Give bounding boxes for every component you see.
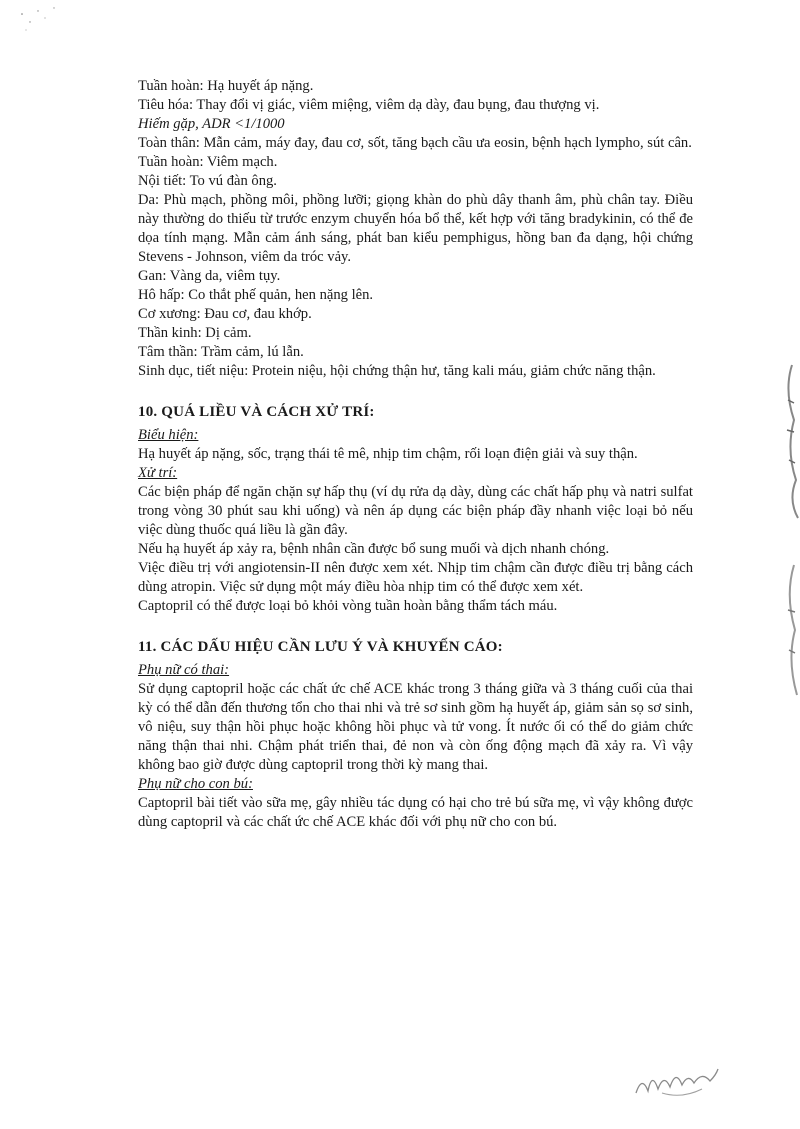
- handwritten-signature: [632, 1063, 722, 1103]
- section-11-title: 11. CÁC DẤU HIỆU CẦN LƯU Ý VÀ KHUYẾN CÁO:: [138, 639, 503, 655]
- section-10-treatment-para: Các biện pháp để ngăn chặn sự hấp thụ (ví dụ rửa dạ dày, dùng các chất hấp phụ và natri sulfat trong vòng 30 phút sau khi uống) và nên áp dụng các biện pháp đầy nhanh việc loại bỏ nếu việc dùng thuốc quá liều là gần đây.: [138, 484, 693, 538]
- section-10-treatment-para: Captopril có thể được loại bỏ khỏi vòng tuần hoàn bằng thẩm tách máu.: [138, 598, 558, 614]
- rare-heading: Hiếm gặp, ADR <1/1000: [138, 116, 285, 132]
- rare-item-skin: Da: Phù mạch, phồng môi, phồng lưỡi; giọng khàn do phù dây thanh âm, phù chân tay. Điều này thường do thiếu từ trước enzym chuyển hóa bổ thể, kết hợp với tăng bradykinin, có thể đe dọa tính mạng. Mẫn cảm ánh sáng, phát ban kiểu pemphigus, hồng ban đa dạng, hội chứng Stevens - Johnson, viêm da tróc vảy.: [138, 192, 693, 265]
- edge-binding-mark-top: [770, 360, 800, 520]
- section-10-symptoms-text: Hạ huyết áp nặng, sốc, trạng thái tê mê, nhịp tim chậm, rối loạn điện giải và suy thận.: [138, 446, 638, 462]
- section-11-sub-breastfeeding: Phụ nữ cho con bú:: [138, 776, 253, 792]
- rare-item-musculoskeletal: Cơ xương: Đau cơ, đau khớp.: [138, 306, 312, 322]
- rare-item-endocrine: Nội tiết: To vú đàn ông.: [138, 173, 277, 189]
- section-10-treatment-para: Nếu hạ huyết áp xảy ra, bệnh nhân cần được bổ sung muối và dịch nhanh chóng.: [138, 541, 610, 557]
- rare-item-systemic: Toàn thân: Mẫn cảm, máy đay, đau cơ, sốt, tăng bạch cầu ưa eosin, bệnh hạch lympho, sút cân.: [138, 135, 692, 151]
- edge-binding-mark-bottom: [770, 560, 800, 700]
- section-10-sub-symptoms: Biểu hiện:: [138, 427, 199, 443]
- document-body: [138, 77, 693, 832]
- rare-item-circulation: Tuần hoàn: Viêm mạch.: [138, 154, 278, 170]
- section-11-breastfeeding-text: Captopril bài tiết vào sữa mẹ, gây nhiều tác dụng có hại cho trẻ bú sữa mẹ, vì vậy không được dùng captopril và các chất ức chế ACE khác đối với phụ nữ cho con bú.: [138, 795, 693, 830]
- rare-item-urogenital: Sinh dục, tiết niệu: Protein niệu, hội chứng thận hư, tăng kali máu, giảm chức năng thận.: [138, 363, 656, 379]
- rare-item-psych: Tâm thần: Trầm cảm, lú lẫn.: [138, 344, 304, 360]
- line-digestion: Tiêu hóa: Thay đổi vị giác, viêm miệng, viêm dạ dày, đau bụng, đau thượng vị.: [138, 97, 600, 113]
- rare-item-neuro: Thần kinh: Dị cảm.: [138, 325, 252, 341]
- section-10-treatment-para: Việc điều trị với angiotensin-II nên được xem xét. Nhịp tim chậm cần được điều trị bằng cách dùng atropin. Việc sử dụng một máy điều hòa nhịp tim có thể được xem xét.: [138, 560, 693, 595]
- section-11-pregnancy-text: Sử dụng captopril hoặc các chất ức chế ACE khác trong 3 tháng giữa và 3 tháng cuối của thai kỳ có thể dẫn đến thương tổn cho thai nhi và trẻ sơ sinh gồm hạ huyết áp, giảm sản sọ sơ sinh, vô niệu, suy thận hồi phục hoặc không hồi phục và tử vong. Ít nước ối có thể do giảm chức năng thận thai nhi. Chậm phát triển thai, đẻ non và còn ống động mạch đã xảy ra. Vì vậy không bao giờ được dùng captopril trong thời kỳ mang thai.: [138, 681, 693, 773]
- line-circulation: Tuần hoàn: Hạ huyết áp nặng.: [138, 78, 314, 94]
- rare-item-respiratory: Hô hấp: Co thắt phế quản, hen nặng lên.: [138, 287, 374, 303]
- scan-speckles: [0, 0, 80, 40]
- section-10-sub-treatment: Xử trí:: [138, 465, 178, 481]
- rare-item-liver: Gan: Vàng da, viêm tụy.: [138, 268, 281, 284]
- section-10-title: 10. QUÁ LIỀU VÀ CÁCH XỬ TRÍ:: [138, 404, 375, 420]
- section-11-sub-pregnancy: Phụ nữ có thai:: [138, 662, 230, 678]
